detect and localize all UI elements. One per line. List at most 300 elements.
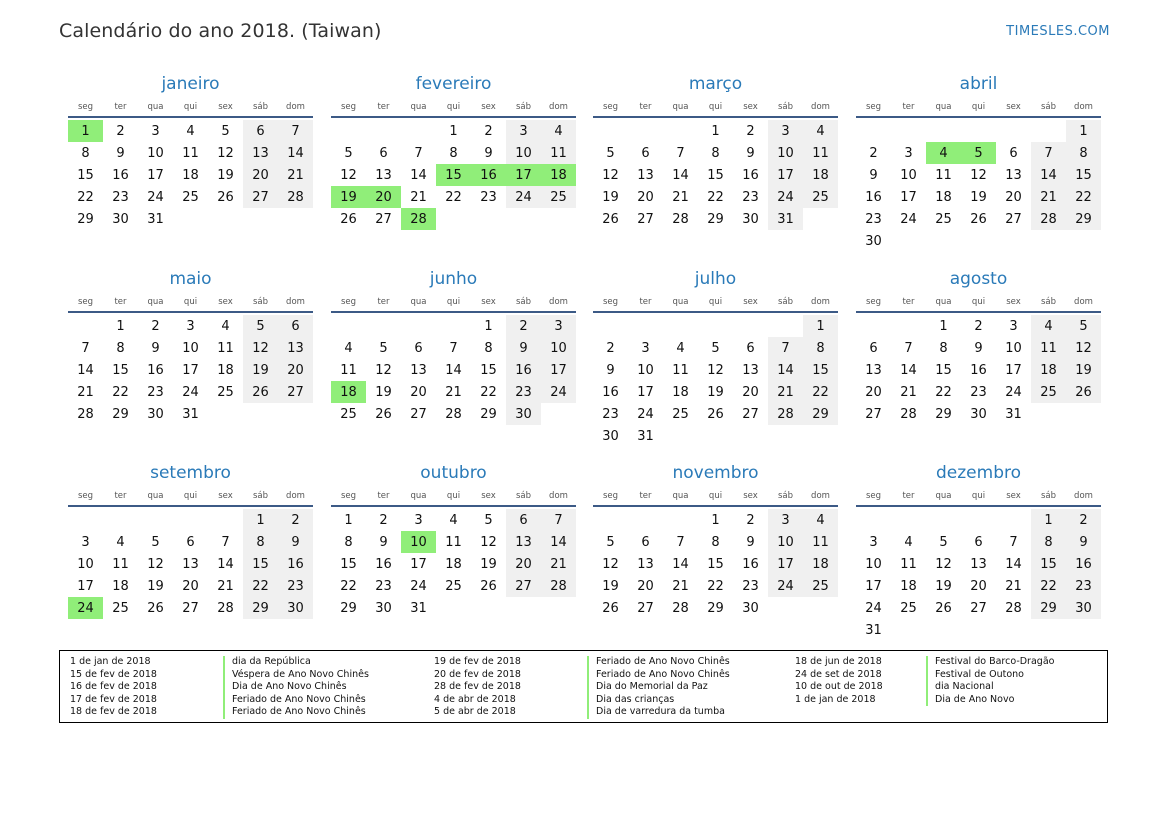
empty-cell <box>891 315 926 337</box>
weekend-day-cell: 24 <box>506 186 541 208</box>
weekday-label: seg <box>865 297 882 307</box>
day-cell: 9 <box>974 340 983 356</box>
weekend-day-cell: 2 <box>278 509 313 531</box>
holiday-day-cell: 5 <box>961 142 996 164</box>
brand-logo-text[interactable]: TIMESLES.COM <box>1006 24 1110 39</box>
empty-cell <box>1031 120 1066 142</box>
weekday-label: ter <box>639 102 652 112</box>
weekday-label: sex <box>218 297 233 307</box>
weekday-label: sex <box>218 102 233 112</box>
day-cell: 4 <box>904 534 913 550</box>
weekend-day-cell: 12 <box>243 337 278 359</box>
day-cell: 12 <box>375 362 392 378</box>
day-cell: 17 <box>77 578 94 594</box>
day-cell: 15 <box>112 362 129 378</box>
legend-holiday-name: Dia das crianças <box>596 693 675 705</box>
weekday-label: ter <box>639 491 652 501</box>
day-cell: 22 <box>112 384 129 400</box>
day-cell: 8 <box>484 340 493 356</box>
weekend-day-cell: 27 <box>506 575 541 597</box>
weekend-day-cell: 25 <box>1031 381 1066 403</box>
weekday-label: qua <box>672 297 689 307</box>
month-julho <box>593 267 838 447</box>
day-cell: 27 <box>410 406 427 422</box>
day-cell: 2 <box>116 123 125 139</box>
month-title: junho <box>429 269 478 289</box>
weekday-label: ter <box>639 297 652 307</box>
day-cell: 20 <box>865 384 882 400</box>
day-grid <box>593 120 838 230</box>
weekend-day-cell: 7 <box>541 509 576 531</box>
weekend-day-cell: 22 <box>1066 186 1101 208</box>
month-fevereiro <box>331 72 576 230</box>
legend-holiday-name: Feriado de Ano Novo Chinês <box>232 693 366 705</box>
empty-cell <box>663 315 698 337</box>
weekend-day-cell: 8 <box>243 531 278 553</box>
day-cell: 5 <box>606 145 615 161</box>
day-cell: 1 <box>484 318 493 334</box>
weekday-label: sáb <box>252 491 269 501</box>
weekend-day-cell: 8 <box>1066 142 1101 164</box>
day-cell: 7 <box>81 340 90 356</box>
day-cell: 15 <box>77 167 94 183</box>
weekday-label: qua <box>672 491 689 501</box>
weekday-header <box>593 293 838 313</box>
weekday-label: qui <box>708 491 723 501</box>
day-cell: 1 <box>116 318 125 334</box>
day-grid <box>856 315 1101 425</box>
day-cell: 16 <box>602 384 619 400</box>
weekend-day-cell: 9 <box>278 531 313 553</box>
month-title: fevereiro <box>415 74 492 94</box>
day-cell: 10 <box>637 362 654 378</box>
weekend-day-cell: 21 <box>278 164 313 186</box>
empty-cell <box>593 315 628 337</box>
day-cell: 4 <box>116 534 125 550</box>
day-cell: 18 <box>217 362 234 378</box>
weekday-label: qua <box>410 491 427 501</box>
day-cell: 2 <box>151 318 160 334</box>
month-novembro <box>593 461 838 619</box>
empty-cell <box>698 315 733 337</box>
month-agosto <box>856 267 1101 425</box>
weekday-label: ter <box>902 102 915 112</box>
weekend-day-cell: 21 <box>541 553 576 575</box>
day-cell: 12 <box>340 167 357 183</box>
day-cell: 25 <box>900 600 917 616</box>
weekend-day-cell: 25 <box>803 186 838 208</box>
day-cell: 17 <box>182 362 199 378</box>
weekend-day-cell: 21 <box>768 381 803 403</box>
day-cell: 21 <box>672 578 689 594</box>
day-cell: 29 <box>480 406 497 422</box>
month-title: abril <box>959 74 998 94</box>
weekend-day-cell: 28 <box>768 403 803 425</box>
weekday-label: sex <box>1006 491 1021 501</box>
day-cell: 28 <box>217 600 234 616</box>
legend-holiday-name: Festival do Barco-Dragão <box>935 656 1055 667</box>
day-cell: 1 <box>711 512 720 528</box>
weekday-label: qui <box>183 297 198 307</box>
empty-cell <box>401 315 436 337</box>
weekend-day-cell: 1 <box>803 315 838 337</box>
day-cell: 23 <box>375 578 392 594</box>
day-cell: 25 <box>112 600 129 616</box>
legend-holiday-name: dia da República <box>232 656 311 667</box>
weekday-label: qui <box>971 297 986 307</box>
weekend-day-cell: 26 <box>243 381 278 403</box>
page-title: Calendário do ano 2018. (Taiwan) <box>59 20 382 42</box>
month-setembro <box>68 461 313 619</box>
day-cell: 21 <box>217 578 234 594</box>
month-março <box>593 72 838 230</box>
weekend-day-cell: 22 <box>803 381 838 403</box>
day-cell: 19 <box>602 189 619 205</box>
day-cell: 26 <box>480 578 497 594</box>
day-cell: 28 <box>77 406 94 422</box>
day-cell: 21 <box>900 384 917 400</box>
day-cell: 6 <box>974 534 983 550</box>
day-cell: 16 <box>742 556 759 572</box>
weekday-header <box>331 487 576 507</box>
weekend-day-cell: 14 <box>278 142 313 164</box>
weekday-label: seg <box>77 491 94 501</box>
day-cell: 19 <box>480 556 497 572</box>
day-cell: 24 <box>900 211 917 227</box>
weekend-day-cell: 17 <box>768 164 803 186</box>
day-cell: 18 <box>445 556 462 572</box>
weekend-day-cell: 28 <box>1031 208 1066 230</box>
day-cell: 24 <box>410 578 427 594</box>
day-cell: 5 <box>939 534 948 550</box>
weekday-header <box>68 487 313 507</box>
day-cell: 15 <box>480 362 497 378</box>
day-cell: 28 <box>672 211 689 227</box>
empty-cell <box>103 509 138 531</box>
month-maio <box>68 267 313 425</box>
day-cell: 19 <box>147 578 164 594</box>
weekday-label: sáb <box>777 297 794 307</box>
weekend-day-cell: 20 <box>243 164 278 186</box>
day-cell: 14 <box>900 362 917 378</box>
day-cell: 15 <box>707 556 724 572</box>
day-cell: 26 <box>217 189 234 205</box>
weekday-header <box>68 293 313 313</box>
day-cell: 10 <box>182 340 199 356</box>
day-cell: 7 <box>221 534 230 550</box>
weekend-day-cell: 18 <box>803 164 838 186</box>
weekday-label: ter <box>377 491 390 501</box>
day-cell: 26 <box>602 600 619 616</box>
empty-cell <box>366 120 401 142</box>
weekday-label: dom <box>286 297 305 307</box>
weekend-day-cell: 28 <box>541 575 576 597</box>
weekend-day-cell: 12 <box>1066 337 1101 359</box>
weekend-day-cell: 1 <box>1066 120 1101 142</box>
weekend-day-cell: 3 <box>506 120 541 142</box>
day-cell: 1 <box>344 512 353 528</box>
day-cell: 28 <box>900 406 917 422</box>
day-cell: 5 <box>221 123 230 139</box>
weekend-day-cell: 14 <box>541 531 576 553</box>
day-cell: 11 <box>445 534 462 550</box>
weekend-day-cell: 30 <box>1066 597 1101 619</box>
day-grid <box>856 509 1101 641</box>
legend-name-column <box>587 656 730 719</box>
weekend-day-cell: 6 <box>506 509 541 531</box>
weekday-label: sex <box>218 491 233 501</box>
weekend-day-cell: 5 <box>1066 315 1101 337</box>
weekend-day-cell: 16 <box>1066 553 1101 575</box>
weekday-header <box>856 98 1101 118</box>
weekday-label: qui <box>708 297 723 307</box>
day-cell: 22 <box>77 189 94 205</box>
empty-cell <box>366 315 401 337</box>
weekend-day-cell: 4 <box>803 509 838 531</box>
weekend-day-cell: 9 <box>1066 531 1101 553</box>
holiday-day-cell: 19 <box>331 186 366 208</box>
day-cell: 15 <box>935 362 952 378</box>
empty-cell <box>856 120 891 142</box>
day-cell: 30 <box>742 211 759 227</box>
weekday-label: qua <box>147 491 164 501</box>
legend-holiday-name: Dia de Ano Novo Chinês <box>232 681 347 693</box>
empty-cell <box>68 315 103 337</box>
day-cell: 22 <box>707 189 724 205</box>
day-cell: 20 <box>410 384 427 400</box>
day-cell: 20 <box>182 578 199 594</box>
weekday-label: qua <box>147 297 164 307</box>
weekday-label: ter <box>377 102 390 112</box>
day-cell: 16 <box>375 556 392 572</box>
month-dezembro <box>856 461 1101 641</box>
day-cell: 23 <box>112 189 129 205</box>
month-abril <box>856 72 1101 252</box>
day-cell: 10 <box>147 145 164 161</box>
weekend-day-cell: 19 <box>243 359 278 381</box>
day-cell: 14 <box>672 167 689 183</box>
day-cell: 21 <box>410 189 427 205</box>
day-cell: 30 <box>147 406 164 422</box>
weekday-label: qua <box>935 102 952 112</box>
legend-holiday-name: Dia de varredura da tumba <box>596 706 725 718</box>
day-cell: 31 <box>1005 406 1022 422</box>
weekday-label: sáb <box>1040 491 1057 501</box>
day-cell: 4 <box>449 512 458 528</box>
weekend-day-cell: 1 <box>1031 509 1066 531</box>
empty-cell <box>961 509 996 531</box>
day-cell: 13 <box>410 362 427 378</box>
weekday-label: dom <box>811 102 830 112</box>
day-cell: 14 <box>77 362 94 378</box>
day-cell: 2 <box>746 123 755 139</box>
day-cell: 24 <box>865 600 882 616</box>
holiday-legend <box>59 650 1108 723</box>
day-cell: 3 <box>869 534 878 550</box>
empty-cell <box>138 509 173 531</box>
day-cell: 5 <box>344 145 353 161</box>
empty-cell <box>628 315 663 337</box>
day-cell: 5 <box>606 534 615 550</box>
weekday-label: sáb <box>252 102 269 112</box>
weekday-label: ter <box>114 102 127 112</box>
day-cell: 22 <box>935 384 952 400</box>
month-title: novembro <box>672 463 759 483</box>
day-cell: 6 <box>379 145 388 161</box>
day-cell: 24 <box>637 406 654 422</box>
day-cell: 8 <box>939 340 948 356</box>
empty-cell <box>593 509 628 531</box>
weekend-day-cell: 20 <box>506 553 541 575</box>
empty-cell <box>173 509 208 531</box>
weekend-day-cell: 13 <box>506 531 541 553</box>
day-cell: 14 <box>445 362 462 378</box>
day-cell: 4 <box>221 318 230 334</box>
weekday-label: dom <box>1074 491 1093 501</box>
day-cell: 11 <box>112 556 129 572</box>
empty-cell <box>663 120 698 142</box>
day-cell: 8 <box>711 534 720 550</box>
legend-holiday-name: Feriado de Ano Novo Chinês <box>596 656 730 667</box>
day-cell: 30 <box>375 600 392 616</box>
day-cell: 16 <box>970 362 987 378</box>
weekday-label: qua <box>410 297 427 307</box>
weekday-label: seg <box>77 102 94 112</box>
legend-date-column <box>434 656 521 719</box>
day-cell: 3 <box>1009 318 1018 334</box>
weekday-label: qui <box>446 491 461 501</box>
empty-cell <box>996 509 1031 531</box>
day-cell: 24 <box>182 384 199 400</box>
month-title: agosto <box>949 269 1008 289</box>
legend-holiday-name: Feriado de Ano Novo Chinês <box>596 668 730 680</box>
legend-date: 19 de fev de 2018 <box>434 656 521 667</box>
month-title: julho <box>694 269 737 289</box>
day-grid <box>68 120 313 230</box>
day-cell: 30 <box>865 233 882 249</box>
empty-cell <box>401 120 436 142</box>
month-title: dezembro <box>936 463 1021 483</box>
weekday-label: sáb <box>1040 102 1057 112</box>
weekday-label: seg <box>865 102 882 112</box>
weekday-label: dom <box>549 297 568 307</box>
empty-cell <box>961 120 996 142</box>
empty-cell <box>628 509 663 531</box>
month-junho <box>331 267 576 425</box>
day-cell: 18 <box>112 578 129 594</box>
day-cell: 12 <box>602 556 619 572</box>
day-cell: 6 <box>869 340 878 356</box>
weekend-day-cell: 1 <box>243 509 278 531</box>
day-cell: 22 <box>480 384 497 400</box>
day-cell: 8 <box>449 145 458 161</box>
weekend-day-cell: 13 <box>278 337 313 359</box>
weekend-day-cell: 11 <box>541 142 576 164</box>
day-cell: 19 <box>602 578 619 594</box>
day-cell: 25 <box>672 406 689 422</box>
legend-date: 16 de fev de 2018 <box>70 681 157 693</box>
weekday-header <box>331 98 576 118</box>
weekday-header <box>68 98 313 118</box>
weekend-day-cell: 9 <box>506 337 541 359</box>
day-cell: 16 <box>147 362 164 378</box>
day-cell: 30 <box>742 600 759 616</box>
empty-cell <box>891 509 926 531</box>
day-cell: 6 <box>641 534 650 550</box>
weekday-label: qui <box>446 297 461 307</box>
day-cell: 28 <box>1005 600 1022 616</box>
weekday-label: sáb <box>252 297 269 307</box>
empty-cell <box>331 120 366 142</box>
weekend-day-cell: 4 <box>1031 315 1066 337</box>
day-cell: 14 <box>1005 556 1022 572</box>
weekday-label: dom <box>286 102 305 112</box>
day-cell: 3 <box>186 318 195 334</box>
legend-holiday-name: Festival de Outono <box>935 668 1024 680</box>
day-cell: 28 <box>672 600 689 616</box>
day-cell: 12 <box>707 362 724 378</box>
day-cell: 9 <box>484 145 493 161</box>
holiday-day-cell: 28 <box>401 208 436 230</box>
day-cell: 23 <box>865 211 882 227</box>
weekday-label: qui <box>183 491 198 501</box>
weekend-day-cell: 13 <box>243 142 278 164</box>
empty-cell <box>628 120 663 142</box>
weekday-label: sáb <box>777 102 794 112</box>
weekday-label: seg <box>602 297 619 307</box>
day-cell: 4 <box>676 340 685 356</box>
day-cell: 25 <box>935 211 952 227</box>
legend-date: 18 de fev de 2018 <box>70 706 157 718</box>
weekend-day-cell: 24 <box>541 381 576 403</box>
weekday-label: seg <box>340 491 357 501</box>
weekend-day-cell: 17 <box>541 359 576 381</box>
weekday-label: ter <box>114 491 127 501</box>
weekday-label: sex <box>743 491 758 501</box>
day-cell: 27 <box>970 600 987 616</box>
day-cell: 17 <box>410 556 427 572</box>
day-cell: 25 <box>217 384 234 400</box>
day-cell: 9 <box>606 362 615 378</box>
legend-date: 17 de fev de 2018 <box>70 693 157 705</box>
legend-holiday-name: Dia de Ano Novo <box>935 693 1015 705</box>
day-cell: 23 <box>480 189 497 205</box>
weekend-day-cell: 29 <box>1066 208 1101 230</box>
day-cell: 19 <box>970 189 987 205</box>
day-cell: 10 <box>900 167 917 183</box>
day-cell: 29 <box>707 600 724 616</box>
day-cell: 26 <box>707 406 724 422</box>
weekday-label: sex <box>1006 102 1021 112</box>
weekend-day-cell: 4 <box>803 120 838 142</box>
day-cell: 8 <box>344 534 353 550</box>
weekend-day-cell: 15 <box>1031 553 1066 575</box>
day-cell: 7 <box>1009 534 1018 550</box>
weekend-day-cell: 10 <box>768 531 803 553</box>
day-cell: 9 <box>746 145 755 161</box>
day-cell: 23 <box>602 406 619 422</box>
weekend-day-cell: 14 <box>768 359 803 381</box>
day-cell: 26 <box>340 211 357 227</box>
day-cell: 24 <box>147 189 164 205</box>
day-cell: 6 <box>414 340 423 356</box>
legend-date: 1 de jan de 2018 <box>795 693 876 705</box>
day-cell: 23 <box>742 189 759 205</box>
day-cell: 12 <box>970 167 987 183</box>
legend-holiday-name: dia Nacional <box>935 681 994 693</box>
day-cell: 13 <box>1005 167 1022 183</box>
holiday-day-cell: 20 <box>366 186 401 208</box>
